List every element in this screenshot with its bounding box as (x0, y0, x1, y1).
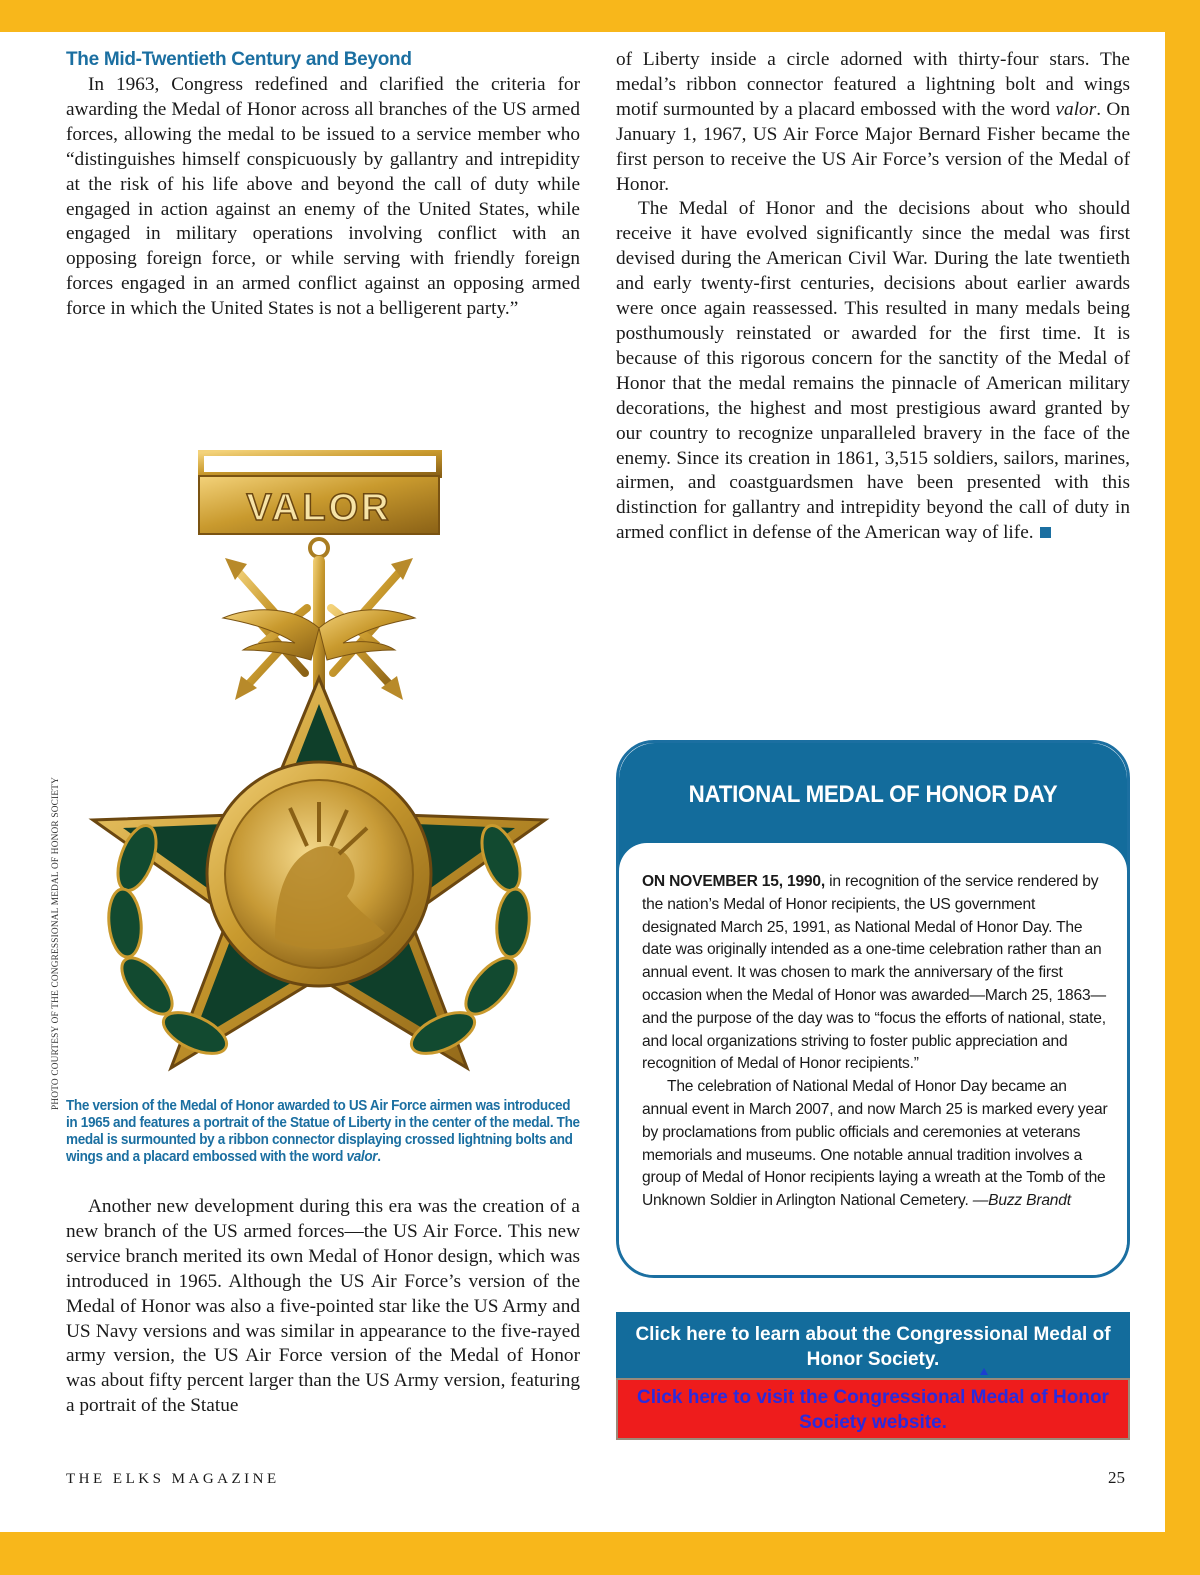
paragraph-emphasis: valor (1055, 98, 1097, 120)
sidebar-paragraph-text: in recognition of the service rendered by the nation’s Medal of Honor recipients, the US government designated March 25, 1991, as National Medal of Honor Day. The date was originally intended as a one-time celebration rather than an annual event. It was chosen to mark the anniversary of the first occasion when the Medal of Honor was awarded—March 25, 1863—and the purpose of the day was to “focus the efforts of national, state, and local organizations striving to foster public appreciation and recognition of Medal of Honor recipients.” (642, 873, 1106, 1073)
article-paragraph (616, 48, 1130, 197)
sidebar-paragraph (642, 871, 1110, 1076)
caption-emphasis: valor (346, 1149, 378, 1165)
medal-photo (85, 418, 565, 1103)
paragraph-text-end: . On January 1, 1967, US Air Force Major Bernard Fisher became the first person to receive the US Air Force’s version of the Medal of Honor. (616, 98, 1130, 195)
visit-society-website-link[interactable]: Click here to visit the Congressional Medal of Honor Society website. (616, 1378, 1130, 1440)
photo-credit: PHOTO COURTESY OF THE CONGRESSIONAL MEDAL OF HONOR SOCIETY (51, 776, 61, 1110)
suspension-ring (310, 539, 328, 557)
article-paragraph (616, 197, 1130, 546)
sidebar-text (642, 871, 1110, 1213)
footer-magazine-name: THE ELKS MAGAZINE (66, 1471, 280, 1487)
end-mark-icon (1040, 527, 1051, 538)
learn-about-society-link[interactable]: Click here to learn about the Congressional Medal of Honor Society. (616, 1312, 1130, 1378)
caption-text: The version of the Medal of Honor awarded to US Air Force airmen was introduced in 1965 and features a portrait of the Statue of Liberty in the center of the medal. The medal is surmounted by a ribbon connector displaying crossed lightning bolts and wings and a placard embossed with the word (66, 1098, 580, 1165)
sidebar-paragraph-text: The celebration of National Medal of Honor Day became an annual event in March 2007, and now March 25 is marked every year by proclamations from public officials and ceremonies at veterans memorials and museums. One notable annual tradition involves a group of Medal of Honor recipients laying a wreath at the Tomb of the Unknown Soldier in Arlington National Cemetery. (642, 1078, 1108, 1210)
article-paragraph: In 1963, Congress redefined and clarified the criteria for awarding the Medal of Honor across all branches of the US armed forces, allowing the medal to be issued to a service member who “distinguishes himself conspicuously by gallantry and intrepidity at the risk of his life above and beyond the call of duty while engaged in action against an enemy of the United States, while engaged in military operations involving conflict with an opposing foreign force, or while serving with friendly foreign forces engaged in an armed conflict against an opposing armed force in which the United States is not a belligerent party.” (66, 74, 580, 320)
sidebar-box (616, 740, 1130, 1278)
section-heading: The Mid-Twentieth Century and Beyond (66, 49, 412, 70)
paragraph-text: of Liberty inside a circle adorned with thirty-four stars. The medal’s ribbon connector featured a lightning bolt and wings motif surmounted by a placard embossed with the word (616, 49, 1130, 120)
valor-placard-text: VALOR (246, 487, 392, 529)
article-paragraph: Another new development during this era was the creation of a new branch of the US armed forces—the US Air Force. This new service branch merited its own Medal of Honor design, which was introduced in 1965. Although the US Air Force’s version of the Medal of Honor was also a five-pointed star like the US Army and US Navy versions and was similar in appearance to the five-rayed army version, the US Air Force version of the Medal of Honor was about fifty percent larger than the US Army version, featuring a portrait of the Statue (66, 1196, 580, 1417)
medal-of-honor-image (85, 418, 565, 1103)
article-column-left-lower (66, 1195, 580, 1419)
sidebar-title: NATIONAL MEDAL OF HONOR DAY (688, 781, 1058, 808)
cursor-icon (980, 1368, 988, 1375)
paragraph-text: The Medal of Honor and the decisions about who should receive it have evolved significantly since the medal was first devised during the American Civil War. During the late twentieth and early twenty-first centuries, decisions about earlier awards were once again reassessed. This resulted in many medals being posthumously reinstated or awarded for the first time. It is because of this rigorous concern for the sanctity of the Medal of Honor that the medal remains the pinnacle of American military decorations, the highest and most prestigious award granted by our country to recognize unparalleled bravery in the face of the enemy. Since its creation in 1861, 3,515 soldiers, sailors, marines, airmen, and coastguardsmen have been presented with this distinction for gallantry and intrepidity beyond the call of duty in armed conflict in defense of the American way of life. (616, 198, 1130, 544)
ribbon-bar (201, 453, 439, 475)
sidebar-lead: ON NOVEMBER 15, 1990, (642, 873, 825, 890)
figure-caption (66, 1098, 581, 1166)
sidebar-byline: —Buzz Brandt (972, 1192, 1071, 1210)
caption-text-end: . (377, 1149, 381, 1165)
footer-page-number: 25 (1108, 1468, 1125, 1487)
sidebar-paragraph (642, 1076, 1110, 1213)
article-column-left (66, 48, 580, 322)
article-column-right (616, 48, 1130, 546)
